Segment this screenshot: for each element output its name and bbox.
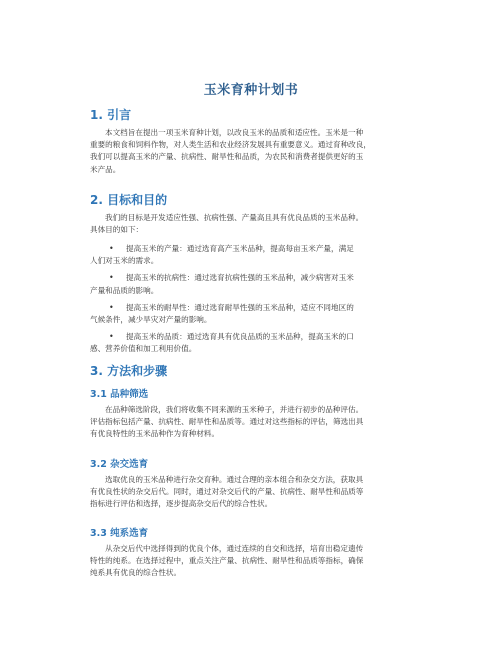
list-item xyxy=(90,302,438,326)
intro-line: 米产品。 xyxy=(90,164,121,174)
paragraph-line: 指标进行评估和选择，逐步提高杂交后代的综合性状。 xyxy=(90,499,273,509)
section-heading-methods: 3. 方法和步骤 xyxy=(90,364,168,378)
paragraph-line: 特性的纯系。在选择过程中，重点关注产量、抗病性、耐旱性和品质等指标，确保 xyxy=(90,556,364,566)
bullet-icon: • xyxy=(109,332,114,342)
paragraph-line: 有优良性状的杂交后代。同时，通过对杂交后代的产量、抗病性、耐旱性和品质等 xyxy=(90,487,364,497)
bullet-line: 气候条件，减少旱灾对产量的影响。 xyxy=(90,315,212,325)
list-item xyxy=(90,243,438,267)
bullet-icon: • xyxy=(109,273,114,283)
section-heading-goals: 2. 目标和目的 xyxy=(90,193,168,207)
list-item xyxy=(90,272,438,296)
section-heading-intro: 1. 引言 xyxy=(90,108,132,122)
paragraph-line: 在品种筛选阶段，我们将收集不同来源的玉米种子，并进行初步的品种评估。 xyxy=(105,405,364,414)
bullet-line: 提高玉米的产量：通过选育高产玉米品种，提高每亩玉米产量，满足 xyxy=(126,244,354,253)
bullet-line: 产量和品质的影响。 xyxy=(90,285,159,295)
subsection-heading-pure-line-breeding: 3.3 纯系选育 xyxy=(90,528,149,539)
list-item xyxy=(90,331,438,355)
intro-paragraph xyxy=(90,127,438,176)
bullet-icon: • xyxy=(109,244,114,253)
goals-paragraph xyxy=(90,212,438,236)
subsection-heading-hybrid-breeding: 3.2 杂交选育 xyxy=(90,459,149,470)
document-title: 玉米育种计划书 xyxy=(203,83,299,98)
bullet-icon: • xyxy=(109,302,114,312)
goals-line: 我们的目标是开发适应性强、抗病性强、产量高且具有优良品质的玉米品种。 xyxy=(105,213,364,222)
paragraph-line: 纯系具有优良的综合性状。 xyxy=(90,568,182,578)
variety-screening-paragraph xyxy=(90,404,438,441)
goals-line: 具体目的如下： xyxy=(90,225,144,235)
goals-bullet-list xyxy=(90,243,438,361)
bullet-line: 感、营养价值和加工利用价值。 xyxy=(90,344,197,354)
bullet-line: 提高玉米的耐旱性：通过选育耐旱性强的玉米品种，适应不同地区的 xyxy=(126,302,354,312)
subsection-heading-variety-screening: 3.1 品种筛选 xyxy=(90,389,149,400)
paragraph-line: 从杂交后代中选择得到的优良个体，通过连续的自交和选择，培育出稳定遗传 xyxy=(105,544,364,553)
paragraph-line: 选取优良的玉米品种进行杂交育种。通过合理的亲本组合和杂交方法，获取具 xyxy=(105,475,364,484)
paragraph-line: 评估指标包括产量、抗病性、耐旱性和品质等。通过对这些指标的评估，筛选出具 xyxy=(90,417,364,427)
intro-line: 本文档旨在提出一项玉米育种计划，以改良玉米的品质和适应性。玉米是一种 xyxy=(105,128,364,137)
paragraph-line: 有优良特性的玉米品种作为育种材料。 xyxy=(90,429,220,439)
pure-line-breeding-paragraph xyxy=(90,543,438,580)
intro-line: 重要的粮食和饲料作物，对人类生活和农业经济发展具有重要意义。通过育种改良， xyxy=(90,140,371,150)
intro-line: 我们可以提高玉米的产量、抗病性、耐旱性和品质，为农民和消费者提供更好的玉 xyxy=(90,152,364,162)
bullet-line: 提高玉米的品质：通过选育具有优良品质的玉米品种，提高玉米的口 xyxy=(126,332,354,342)
hybrid-breeding-paragraph xyxy=(90,474,438,511)
bullet-line: 人们对玉米的需求。 xyxy=(90,256,159,266)
bullet-line: 提高玉米的抗病性：通过选育抗病性强的玉米品种，减少病害对玉米 xyxy=(126,273,354,283)
